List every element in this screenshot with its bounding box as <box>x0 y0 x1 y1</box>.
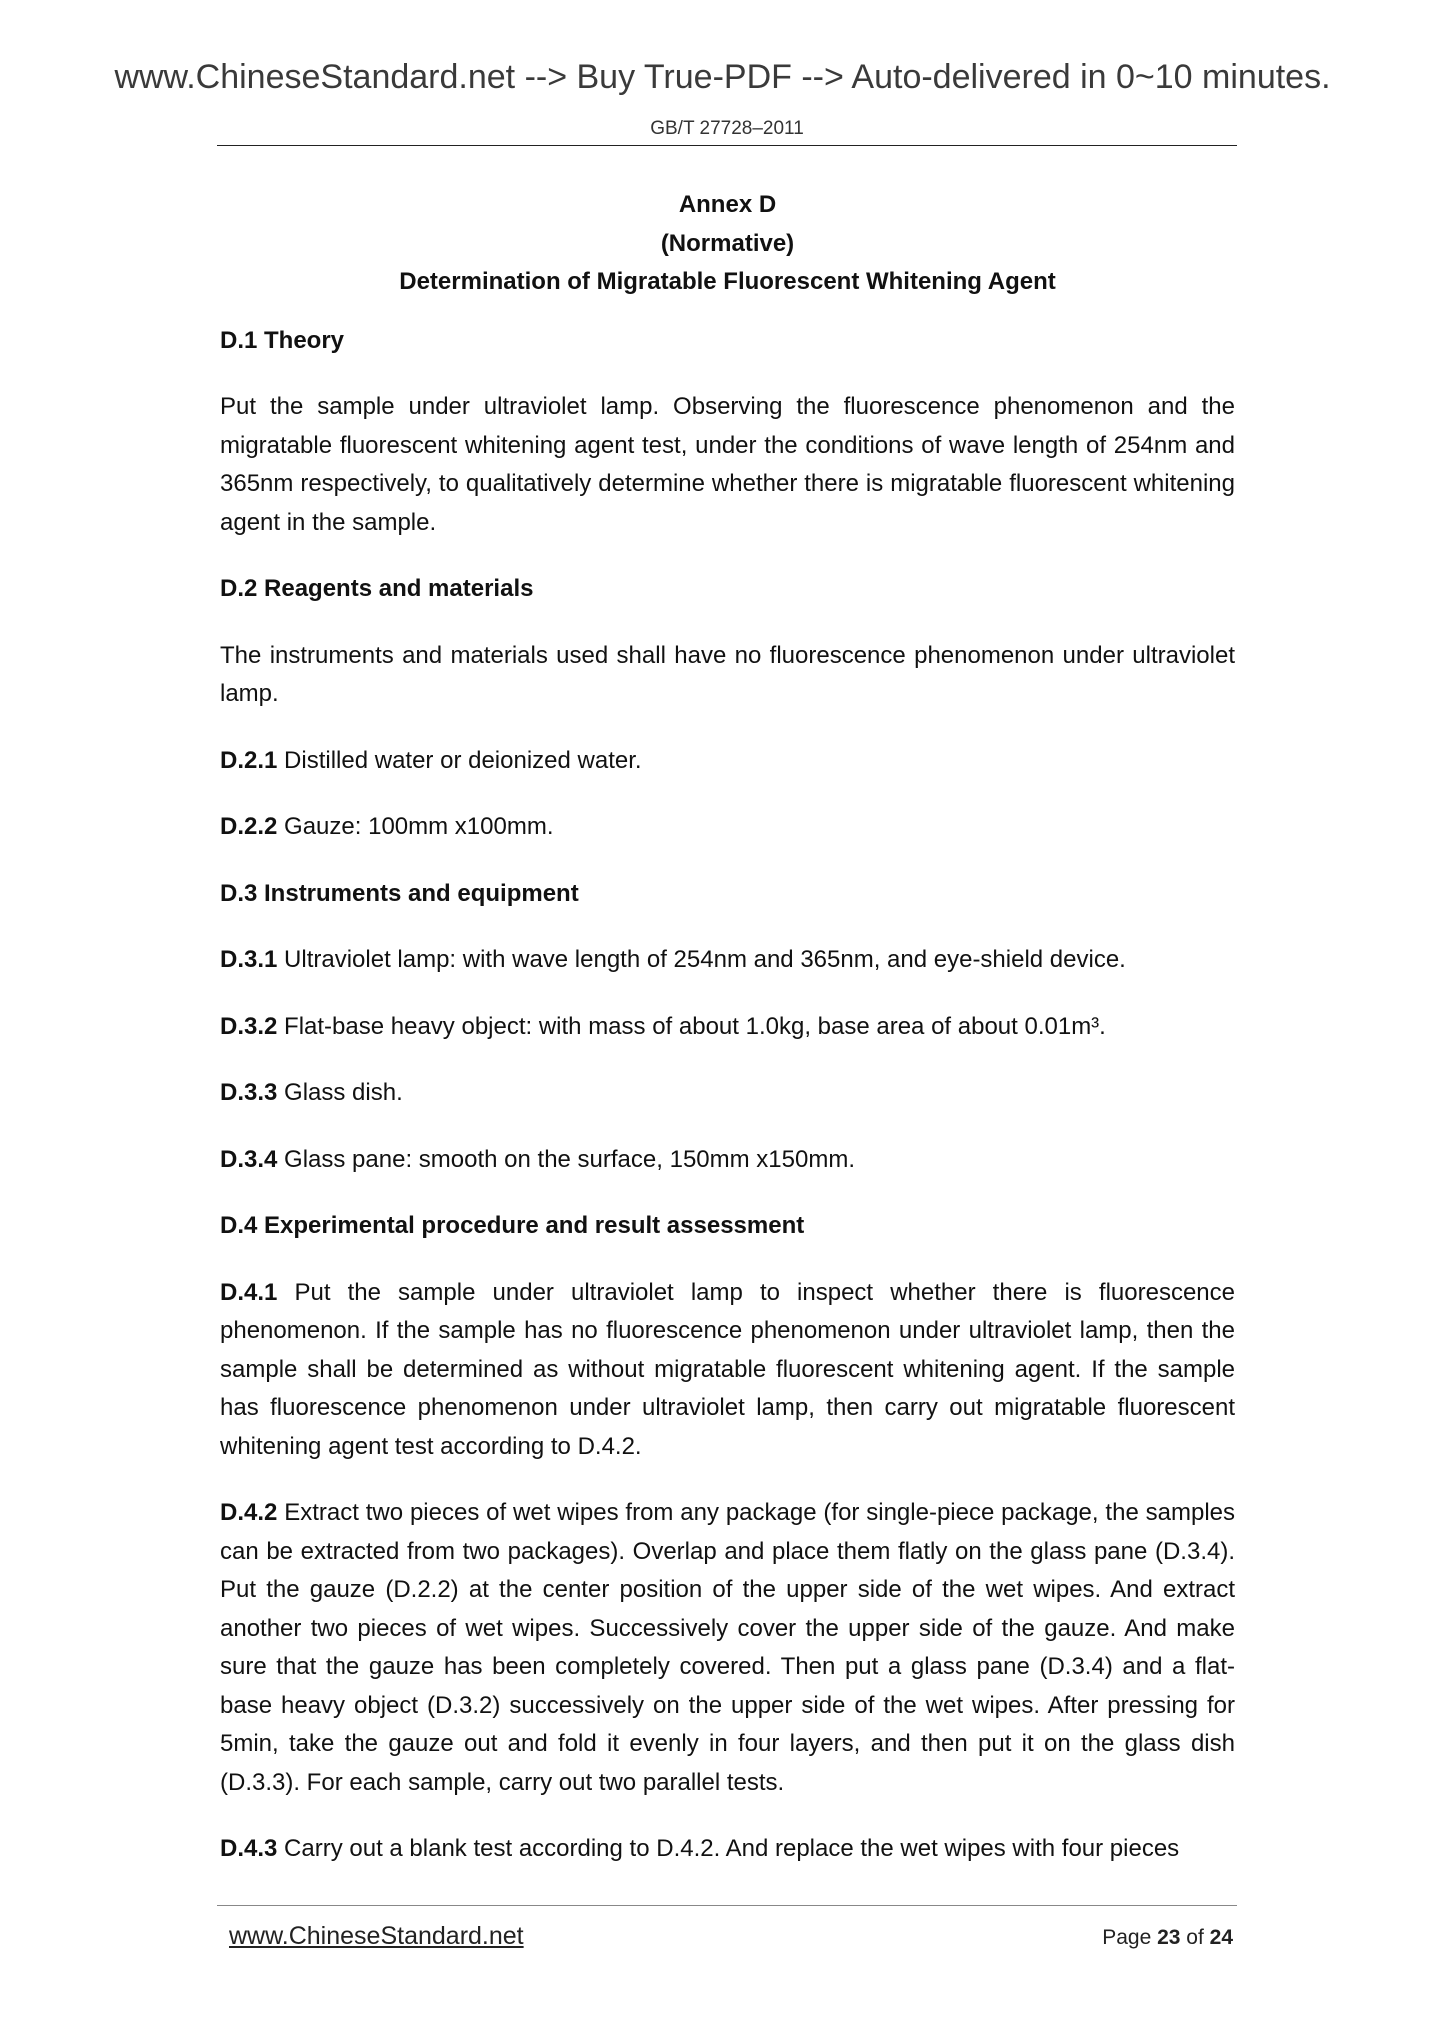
paragraph-d2: The instruments and materials used shall have no fluorescence phenomenon under ultraviolet lamp. <box>220 641 1235 707</box>
section-heading-d1: D.1 Theory <box>220 326 345 354</box>
clause-text: Put the sample under ultraviolet lamp to inspect whether there is fluorescence phenomenon. If the sample has no fluorescence phenomenon under ultraviolet lamp, then the sample shall be determined as without migratable fluorescent whitening agent. If the sample has fluorescence phenomenon under ultraviolet lamp, then carry out migratable fluorescent whitening agent test according to D.4.2. <box>220 1278 1235 1460</box>
page-current: 23 <box>1157 1926 1181 1949</box>
clause-number: D.2.1 <box>220 746 278 774</box>
annex-subtitle: Determination of Migratable Fluorescent Whitening Agent <box>399 268 1056 295</box>
footer-rule <box>217 1905 1237 1906</box>
clause-number: D.2.2 <box>220 813 278 840</box>
document-body <box>220 186 1235 1869</box>
clause-d2-1 <box>220 742 1235 781</box>
clause-text: Distilled water or deionized water. <box>277 746 642 774</box>
page-label: Page <box>1102 1926 1158 1949</box>
paragraph-d1: Put the sample under ultraviolet lamp. Observing the fluorescence phenomenon and the migratable fluorescent whitening agent test, under the conditions of wave length of 254nm and 365nm respectively, to qualitatively determine whether there is migratable fluorescent whitening agent in the sample. <box>220 393 1235 536</box>
clause-text: Glass pane: smooth on the surface, 150mm x150mm. <box>277 1145 855 1173</box>
clause-d4-3 <box>220 1830 1235 1869</box>
clause-number: D.4.1 <box>220 1278 278 1306</box>
clause-number: D.4.3 <box>220 1835 278 1862</box>
clause-text: Glass dish. <box>277 1079 403 1106</box>
clause-number: D.3.2 <box>220 1012 278 1040</box>
clause-text: Ultraviolet lamp: with wave length of 254nm and 365nm, and eye-shield device. <box>277 946 1126 973</box>
section-heading-d3: D.3 Instruments and equipment <box>220 879 579 907</box>
clause-d2-2 <box>220 808 1235 847</box>
clause-d3-2 <box>220 1008 1235 1047</box>
clause-text: Carry out a blank test according to D.4.2. And replace the wet wipes with four pieces <box>277 1835 1180 1862</box>
clause-d3-1 <box>220 941 1235 980</box>
standard-number: GB/T 27728–2011 <box>650 118 804 139</box>
clause-number: D.3.4 <box>220 1145 278 1173</box>
page-number <box>1102 1926 1233 1950</box>
clause-d4-1 <box>220 1274 1235 1467</box>
annex-type: (Normative) <box>660 229 795 257</box>
clause-d3-4 <box>220 1141 1235 1180</box>
clause-text: Extract two pieces of wet wipes from any package (for single-piece package, the samples can be extracted from two packages). Overlap and place them flatly on the glass pane (D.3.4). Put the gauze (D.2.2) at the center position of the upper side of the wet wipes. And extract another two pieces of wet wipes. Successively cover the upper side of the gauze. And make sure that the gauze has been completely covered. Then put a glass pane (D.3.4) and a flat-base heavy object (D.3.2) successively on the upper side of the wet wipes. After pressing for 5min, take the gauze out and fold it evenly in four layers, and then put it on the glass dish (D.3.3). For each sample, carry out two parallel tests. <box>220 1499 1235 1796</box>
section-heading-d2: D.2 Reagents and materials <box>220 575 534 602</box>
page-of-label: of <box>1180 1926 1210 1949</box>
clause-number: D.4.2 <box>220 1499 278 1526</box>
header-rule <box>217 145 1237 146</box>
clause-number: D.3.3 <box>220 1079 278 1106</box>
clause-number: D.3.1 <box>220 946 278 973</box>
clause-d4-2 <box>220 1494 1235 1802</box>
footer-site-link[interactable]: www.ChineseStandard.net <box>229 1922 524 1950</box>
clause-text: Flat-base heavy object: with mass of about 1.0kg, base area of about 0.01m³. <box>277 1012 1106 1040</box>
section-heading-d4: D.4 Experimental procedure and result assessment <box>220 1212 805 1239</box>
clause-text: Gauze: 100mm x100mm. <box>277 813 554 840</box>
site-banner: www.ChineseStandard.net --> Buy True-PDF --> Auto-delivered in 0~10 minutes. <box>114 58 1331 96</box>
page-total: 24 <box>1209 1926 1233 1949</box>
clause-d3-3 <box>220 1074 1235 1113</box>
annex-title: Annex D <box>678 191 777 218</box>
